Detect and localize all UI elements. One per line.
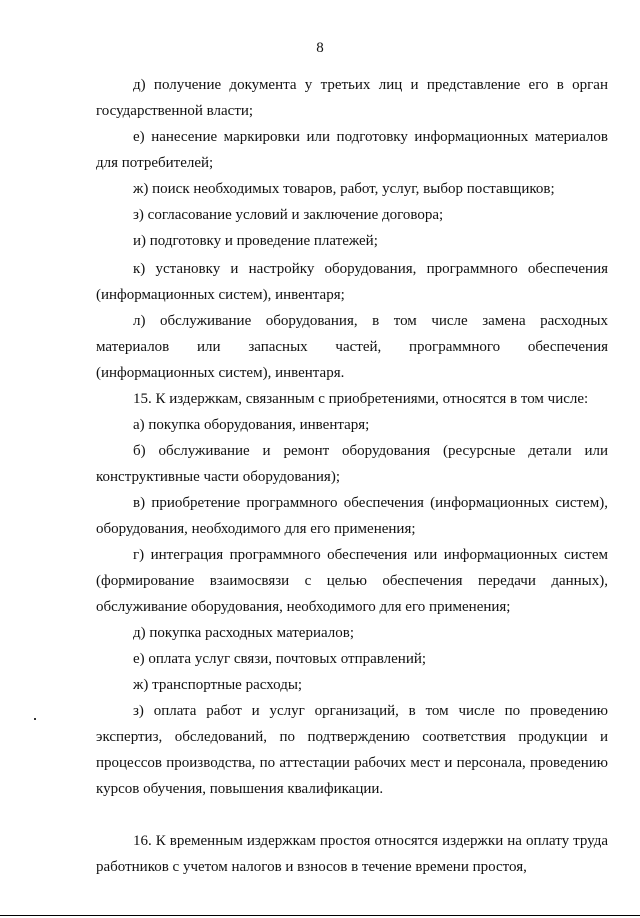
paragraph-b-repair: б) обслуживание и ремонт оборудования (ресурсные детали или конструктивные части оборудования); — [96, 443, 608, 485]
paragraph-g-integration: г) интеграция программного обеспечения или информационных систем (формирование взаимосвязи с целью обеспечения передачи данных), обслуживание оборудования, необходимого для его применения; — [96, 547, 608, 615]
paragraph-zh-transport: ж) транспортные расходы; — [133, 677, 303, 693]
paragraph-l-maintenance: л) обслуживание оборудования, в том числе замена расходных материалов или запасных частей, программного обеспечения (информационных систем), инвентаря. — [96, 313, 608, 381]
paragraph-d-document: д) получение документа у третьих лиц и представление его в орган государственной власти; — [96, 77, 608, 119]
paragraph-i-payments: и) подготовку и проведение платежей; — [133, 233, 378, 249]
paragraph-16-downtime: 16. К временным издержкам простоя относятся издержки на оплату труда работников с учетом налогов и взносов в течение времени простоя, — [96, 833, 608, 875]
page-number: 8 — [316, 40, 324, 56]
page-bottom-edge — [0, 915, 640, 916]
paragraph-z-services: з) оплата работ и услуг организаций, в том числе по проведению экспертиз, обследований, по подтверждению соответствия продукции и процессов производства, по аттестации рабочих мест и персонала, проведению курсов обучения, повышения квалификации. — [96, 703, 608, 797]
paragraph-k-installation: к) установку и настройку оборудования, программного обеспечения (информационных систем), инвентаря; — [96, 261, 608, 303]
paragraph-d-supplies: д) покупка расходных материалов; — [133, 625, 355, 641]
scan-speck — [34, 718, 36, 720]
paragraph-z-agreement: з) согласование условий и заключение договора; — [133, 207, 444, 223]
paragraph-a-purchase: а) покупка оборудования, инвентаря; — [133, 417, 370, 433]
paragraph-zh-search: ж) поиск необходимых товаров, работ, услуг, выбор поставщиков; — [133, 181, 555, 197]
paragraph-e-communications: е) оплата услуг связи, почтовых отправлений; — [133, 651, 427, 667]
paragraph-v-software: в) приобретение программного обеспечения (информационных систем), оборудования, необходимого для его применения; — [96, 495, 608, 537]
paragraph-15-acquisition: 15. К издержкам, связанным с приобретениями, относятся в том числе: — [133, 391, 589, 407]
paragraph-e-marking: е) нанесение маркировки или подготовку информационных материалов для потребителей; — [96, 129, 608, 171]
